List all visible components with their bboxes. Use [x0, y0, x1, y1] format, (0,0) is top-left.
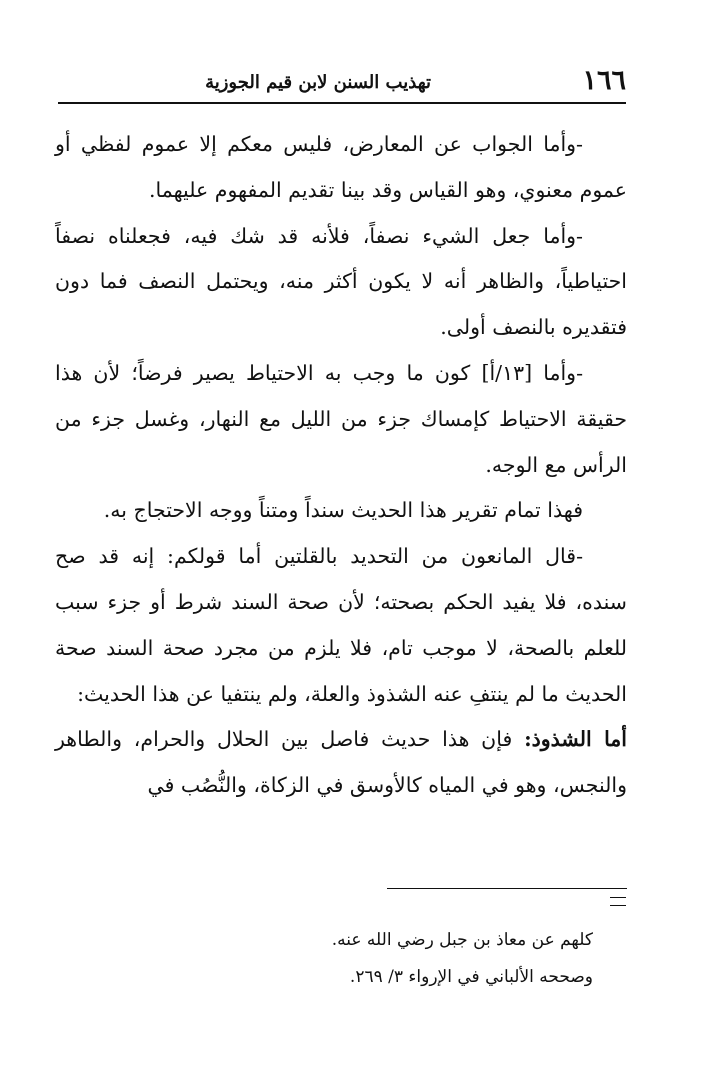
continuation-mark	[610, 897, 626, 906]
page-header	[58, 62, 626, 104]
main-text	[55, 122, 627, 809]
page-number: ١٦٦	[582, 65, 626, 96]
paragraph-anomaly-text: فإن هذا حديث فاصل بين الحلال والحرام، والطاهر والنجس، وهو في المياه كالأوسق في الزكاة، والنُّصُب في	[55, 727, 627, 798]
paragraph-conclusion: فهذا تمام تقرير هذا الحديث سنداً ومتناً ووجه الاحتجاج به.	[103, 498, 583, 523]
paragraph-answer-opposer: -وأما الجواب عن المعارض، فليس معكم إلا عموم لفظي أو عموم معنوي، وهو القياس وقد بينا تقديم المفهوم عليهما.	[55, 132, 627, 202]
paragraph-precaution: -وأما [١٣/أ] كون ما وجب به الاحتياط يصير فرضاً؛ لأن هذا حقيقة الاحتياط كإمساك جزء من الليل مع النهار، وغسل جزء من الرأس مع الوجه.	[55, 360, 627, 477]
paragraph-anomaly	[55, 717, 627, 809]
running-title: تهذيب السنن لابن قيم الجوزية	[205, 72, 431, 93]
footnote-divider	[387, 888, 627, 889]
paragraph-half-measure: -وأما جعل الشيء نصفاً، فلأنه قد شك فيه، فجعلناه نصفاً احتياطياً، والظاهر أنه لا يكون أكثر منه، ويحتمل النصف فما دون فتقديره بالنصف أولى.	[55, 223, 627, 340]
section-lead-anomaly: أما الشذوذ:	[524, 727, 627, 752]
footnote-line: وصححه الألباني في الإرواء ٣/ ٢٦٩.	[349, 967, 593, 987]
footnotes	[220, 922, 593, 996]
footnote-line: كلهم عن معاذ بن جبل رضي الله عنه.	[331, 930, 593, 950]
paragraph-objectors: -قال المانعون من التحديد بالقلتين أما قولكم: إنه قد صح سنده، فلا يفيد الحكم بصحته؛ لأن صحة السند شرط أو جزء سبب للعلم بالصحة، لا موجب تام، فلا يلزم من مجرد صحة السند صحة الحديث ما لم ينتفِ عنه الشذوذ والعلة، ولم ينتفيا عن هذا الحديث:	[55, 544, 627, 706]
